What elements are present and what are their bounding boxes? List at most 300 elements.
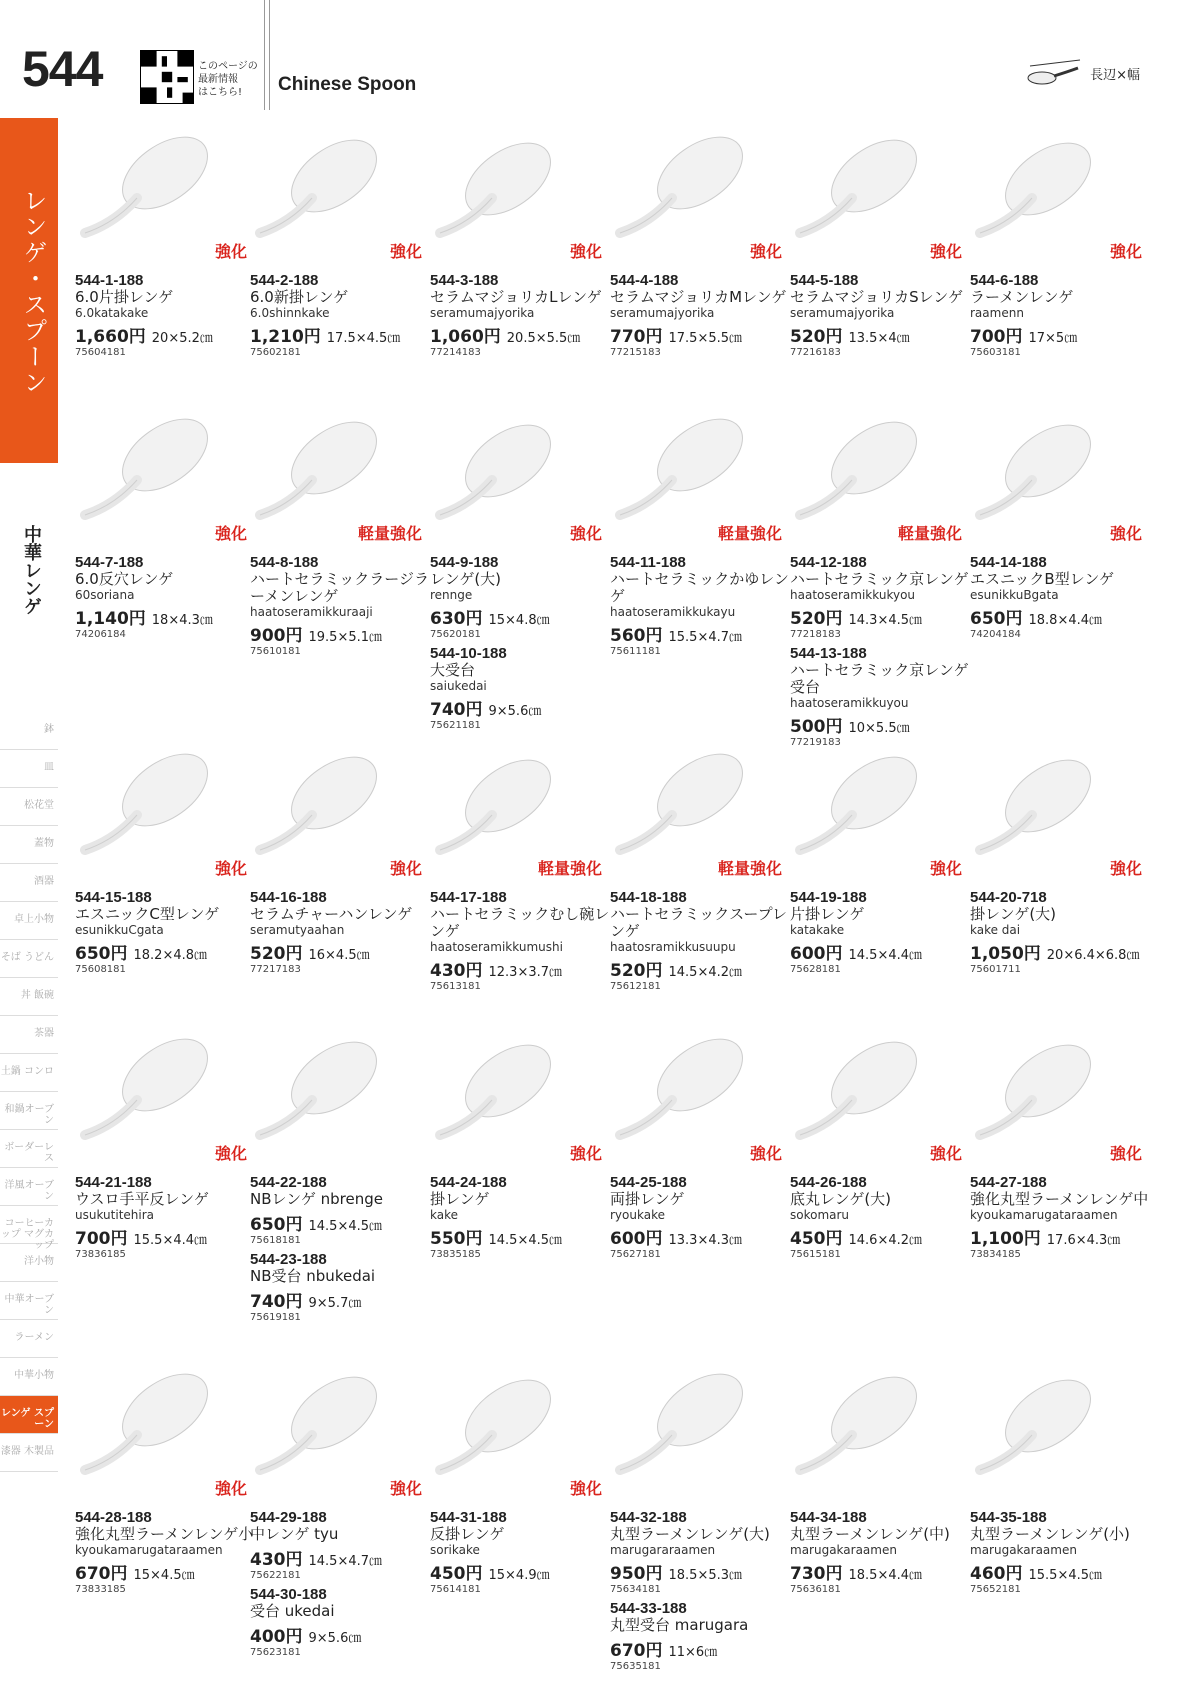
product-card[interactable]: [790, 1355, 970, 1596]
product-size: 9×5.6㎝: [488, 704, 542, 719]
product-card[interactable]: [250, 1355, 430, 1659]
side-nav-item[interactable]: そば うどん: [0, 940, 58, 978]
product-jan: 77215183: [610, 347, 661, 358]
product-jan: 75622181: [250, 1570, 301, 1581]
spoon-image: [250, 1020, 400, 1160]
side-nav-item[interactable]: 蓋物: [0, 826, 58, 864]
side-nav-item[interactable]: 和鍋オーブン: [0, 1092, 58, 1130]
spoon-image: [430, 735, 580, 875]
product-romaji: rennge: [430, 588, 473, 602]
product-romaji: haatoseramikkukyou: [790, 588, 916, 602]
product-price: 1,060円: [430, 327, 501, 347]
product-price: 600円: [790, 944, 843, 964]
product-price: 600円: [610, 1229, 663, 1249]
sub-product: [790, 645, 970, 749]
product-code: 544-18-188: [610, 889, 687, 906]
product-jan: 75613181: [430, 981, 481, 992]
product-name: ウスロ手平反レンゲ: [75, 1190, 209, 1208]
product-card[interactable]: [970, 1355, 1150, 1596]
product-size: 14.3×4.5㎝: [848, 613, 923, 628]
product-name: 丸型ラーメンレンゲ(小): [970, 1525, 1130, 1543]
price-line: [970, 322, 1150, 347]
product-card[interactable]: [250, 400, 430, 658]
badge: 強化: [1109, 859, 1142, 878]
price-line: [75, 604, 255, 629]
spoon-image: [250, 400, 400, 540]
product-romaji: haatosramikkusuupu: [610, 940, 736, 954]
product-photo: [970, 118, 1150, 268]
qr-code-icon[interactable]: [140, 50, 194, 104]
badge: 軽量強化: [717, 859, 782, 878]
price-line: [610, 1559, 790, 1584]
price-line: [250, 621, 430, 646]
product-price: 650円: [970, 609, 1023, 629]
product-jan: 75603181: [970, 347, 1021, 358]
product-jan: 75621181: [430, 720, 481, 731]
product-card[interactable]: [970, 118, 1150, 359]
product-romaji: haatoseramikkumushi: [430, 940, 563, 954]
product-size: 17×5㎝: [1028, 331, 1078, 346]
product-photo: [250, 118, 430, 268]
product-name: セラムチャーハンレンゲ: [250, 905, 413, 923]
product-price: 450円: [790, 1229, 843, 1249]
product-size: 18.5×5.3㎝: [668, 1568, 743, 1583]
price-line: [430, 1559, 610, 1584]
product-code: 544-33-188: [610, 1600, 687, 1617]
product-size: 14.5×4.5㎝: [308, 1219, 383, 1234]
product-photo: [970, 735, 1150, 885]
product-jan: 75610181: [250, 646, 301, 657]
product-name: 底丸レンゲ(大): [790, 1190, 892, 1208]
price-line: [75, 1559, 255, 1584]
price-line: [610, 621, 790, 646]
product-size: 14.5×4.2㎝: [668, 965, 743, 980]
price-line: [430, 322, 610, 347]
product-romaji: esunikkuCgata: [75, 923, 164, 937]
badge: 強化: [1109, 242, 1142, 261]
product-romaji: sokomaru: [790, 1208, 850, 1222]
product-photo: [75, 1020, 255, 1170]
product-jan: 75611181: [610, 646, 661, 657]
spoon-image: [970, 400, 1120, 540]
product-card[interactable]: [75, 735, 255, 976]
product-card[interactable]: [610, 118, 790, 359]
product-romaji: sorikake: [430, 1543, 480, 1557]
product-name: NBレンゲ nbrenge: [250, 1190, 383, 1208]
price-line: [790, 712, 970, 737]
spoon-image: [610, 735, 760, 875]
product-price: 670円: [75, 1564, 128, 1584]
price-line: [250, 322, 430, 347]
product-size: 13.5×4㎝: [848, 331, 910, 346]
product-romaji: 6.0katakake: [75, 306, 149, 320]
product-photo: [250, 735, 430, 885]
product-jan: 73834185: [970, 1249, 1021, 1260]
product-name: 強化丸型ラーメンレンゲ小: [75, 1525, 254, 1543]
sub-product: [250, 1586, 430, 1659]
product-jan: 77217183: [250, 964, 301, 975]
price-line: [75, 322, 255, 347]
product-romaji: kake dai: [970, 923, 1021, 937]
category-label: レンゲ・スプーン: [19, 188, 47, 396]
product-price: 900円: [250, 626, 303, 646]
side-nav-item[interactable]: 松花堂: [0, 788, 58, 826]
spoon-image: [430, 1355, 580, 1495]
product-jan: 75604181: [75, 347, 126, 358]
price-line: [610, 956, 790, 981]
product-photo: [430, 400, 610, 550]
product-size: 19.5×5.1㎝: [308, 630, 383, 645]
product-price: 700円: [970, 327, 1023, 347]
product-photo: [250, 400, 430, 550]
product-code: 544-27-188: [970, 1174, 1047, 1191]
sub-product: [430, 645, 610, 732]
spoon-image: [75, 1020, 225, 1160]
dimension-legend-label: 長辺×幅: [1090, 67, 1140, 83]
product-price: 1,660円: [75, 327, 146, 347]
price-line: [430, 695, 610, 720]
side-nav-item[interactable]: 卓上小物: [0, 902, 58, 940]
badge: 強化: [214, 524, 247, 543]
spoon-diagram-icon: [1022, 58, 1082, 88]
product-jan: 75636181: [790, 1584, 841, 1595]
product-name: ハートセラミック京レンゲ受台: [790, 661, 969, 696]
product-price: 630円: [430, 609, 483, 629]
side-nav-item[interactable]: 洋小物: [0, 1244, 58, 1282]
product-card[interactable]: [75, 1355, 255, 1596]
spoon-image: [430, 1020, 580, 1160]
product-price: 430円: [430, 961, 483, 981]
product-code: 544-12-188: [790, 554, 867, 571]
product-card[interactable]: [430, 735, 610, 993]
product-photo: [75, 1355, 255, 1505]
product-price: 450円: [430, 1564, 483, 1584]
price-line: [790, 604, 970, 629]
badge: 強化: [749, 1144, 782, 1163]
price-line: [75, 939, 255, 964]
product-romaji: saiukedai: [430, 679, 487, 693]
product-code: 544-8-188: [250, 554, 319, 571]
spoon-image: [970, 735, 1120, 875]
product-code: 544-13-188: [790, 645, 867, 662]
side-nav-item[interactable]: 酒器: [0, 864, 58, 902]
product-romaji: 60soriana: [75, 588, 135, 602]
product-photo: [430, 735, 610, 885]
product-size: 12.3×3.7㎝: [488, 965, 563, 980]
page-title: Chinese Spoon: [278, 74, 417, 95]
price-line: [430, 604, 610, 629]
product-photo: [75, 400, 255, 550]
product-card[interactable]: [610, 735, 790, 993]
spoon-image: [610, 118, 760, 258]
product-name: エスニックC型レンゲ: [75, 905, 220, 923]
product-price: 670円: [610, 1641, 663, 1661]
product-jan: 77219183: [790, 737, 841, 748]
product-photo: [75, 118, 255, 268]
product-jan: 75627181: [610, 1249, 661, 1260]
product-card[interactable]: [790, 735, 970, 976]
product-price: 770円: [610, 327, 663, 347]
product-photo: [790, 735, 970, 885]
product-card[interactable]: [430, 1355, 610, 1596]
product-card[interactable]: [250, 735, 430, 976]
badge: 強化: [569, 1144, 602, 1163]
side-nav-item[interactable]: ラーメン: [0, 1320, 58, 1358]
price-line: [790, 322, 970, 347]
badge: 強化: [929, 1144, 962, 1163]
sub-product: [610, 1600, 790, 1673]
spoon-image: [75, 400, 225, 540]
product-code: 544-31-188: [430, 1509, 507, 1526]
product-card[interactable]: [75, 400, 255, 641]
product-size: 17.5×5.5㎝: [668, 331, 743, 346]
product-card[interactable]: [610, 1355, 790, 1673]
spoon-image: [790, 118, 940, 258]
product-romaji: seramumajyorika: [610, 306, 715, 320]
product-romaji: marugakaraamen: [790, 1543, 897, 1557]
side-nav-item[interactable]: 土鍋 コンロ: [0, 1054, 58, 1092]
product-photo: [430, 118, 610, 268]
product-size: 9×5.7㎝: [308, 1296, 362, 1311]
side-nav: [0, 712, 58, 1472]
product-card[interactable]: [250, 118, 430, 359]
product-price: 1,050円: [970, 944, 1041, 964]
product-jan: 75618181: [250, 1235, 301, 1246]
product-name: 6.0新掛レンゲ: [250, 288, 349, 306]
product-size: 18.8×4.4㎝: [1028, 613, 1103, 628]
product-name: 強化丸型ラーメンレンゲ中: [970, 1190, 1149, 1208]
product-price: 730円: [790, 1564, 843, 1584]
product-code: 544-20-718: [970, 889, 1047, 906]
product-code: 544-30-188: [250, 1586, 327, 1603]
product-code: 544-19-188: [790, 889, 867, 906]
product-jan: 75652181: [970, 1584, 1021, 1595]
product-romaji: kyoukamarugataraamen: [75, 1543, 223, 1557]
product-card[interactable]: [250, 1020, 430, 1324]
product-photo: [790, 400, 970, 550]
product-code: 544-11-188: [610, 554, 686, 571]
product-photo: [610, 118, 790, 268]
price-line: [250, 1622, 430, 1647]
product-size: 14.5×4.4㎝: [848, 948, 923, 963]
product-name: ハートセラミック京レンゲ: [790, 570, 969, 588]
spoon-image: [790, 735, 940, 875]
product-card[interactable]: [790, 400, 970, 749]
category-tab: [0, 118, 58, 463]
product-photo: [610, 735, 790, 885]
badge: 軽量強化: [897, 524, 962, 543]
spoon-image: [250, 118, 400, 258]
spoon-image: [75, 1355, 225, 1495]
product-name: ハートセラミックかゆレンゲ: [610, 570, 789, 605]
product-name: レンゲ(大): [430, 570, 502, 588]
product-size: 18.2×4.8㎝: [133, 948, 208, 963]
badge: 強化: [389, 1479, 422, 1498]
product-name: セラムマジョリカMレンゲ: [610, 288, 787, 306]
product-card[interactable]: [610, 1020, 790, 1261]
product-romaji: haatoseramikkuraaji: [250, 605, 373, 619]
product-romaji: ryoukake: [610, 1208, 665, 1222]
product-code: 544-21-188: [75, 1174, 152, 1191]
side-nav-item[interactable]: 鉢: [0, 712, 58, 750]
product-code: 544-29-188: [250, 1509, 327, 1526]
price-line: [610, 1636, 790, 1661]
qr-note: このページの 最新情報 はこちら!: [198, 61, 258, 98]
product-size: 15.5×4.7㎝: [668, 630, 743, 645]
product-jan: 75619181: [250, 1312, 301, 1323]
product-size: 15×4.9㎝: [488, 1568, 550, 1583]
product-size: 15×4.5㎝: [133, 1568, 195, 1583]
badge: 強化: [569, 1479, 602, 1498]
price-line: [250, 1287, 430, 1312]
product-card[interactable]: [430, 400, 610, 732]
product-size: 14.6×4.2㎝: [848, 1233, 923, 1248]
badge: 強化: [214, 859, 247, 878]
product-price: 430円: [250, 1550, 303, 1570]
product-price: 550円: [430, 1229, 483, 1249]
spoon-image: [430, 118, 580, 258]
product-code: 544-7-188: [75, 554, 144, 571]
product-photo: [430, 1020, 610, 1170]
side-nav-item[interactable]: レンゲ スプーン: [0, 1396, 58, 1434]
product-code: 544-3-188: [430, 272, 499, 289]
product-code: 544-17-188: [430, 889, 507, 906]
product-name: 両掛レンゲ: [610, 1190, 685, 1208]
badge: 軽量強化: [537, 859, 602, 878]
side-nav-item[interactable]: 中華オーブン: [0, 1282, 58, 1320]
product-size: 16×4.5㎝: [308, 948, 370, 963]
product-card[interactable]: [75, 118, 255, 359]
product-jan: 77214183: [430, 347, 481, 358]
product-card[interactable]: [430, 1020, 610, 1261]
product-photo: [970, 400, 1150, 550]
price-line: [970, 1559, 1150, 1584]
product-name: セラムマジョリカLレンゲ: [430, 288, 602, 306]
side-nav-item[interactable]: 丼 飯碗: [0, 978, 58, 1016]
product-photo: [610, 1020, 790, 1170]
spoon-image: [250, 735, 400, 875]
product-jan: 75614181: [430, 1584, 481, 1595]
side-nav-item[interactable]: 皿: [0, 750, 58, 788]
product-code: 544-24-188: [430, 1174, 507, 1191]
side-nav-item[interactable]: ボーダーレス: [0, 1130, 58, 1168]
price-line: [250, 939, 430, 964]
product-photo: [75, 735, 255, 885]
spoon-image: [430, 400, 580, 540]
product-card[interactable]: [430, 118, 610, 359]
product-code: 544-26-188: [790, 1174, 867, 1191]
product-name: NB受台 nbukedai: [250, 1267, 376, 1285]
product-card[interactable]: [75, 1020, 255, 1261]
spoon-image: [75, 118, 225, 258]
product-card[interactable]: [970, 1020, 1150, 1261]
product-size: 14.5×4.5㎝: [488, 1233, 563, 1248]
product-size: 15.5×4.5㎝: [1028, 1568, 1103, 1583]
product-card[interactable]: [610, 400, 790, 658]
product-name: 掛レンゲ(大): [970, 905, 1057, 923]
product-photo: [790, 1020, 970, 1170]
product-romaji: 6.0shinnkake: [250, 306, 330, 320]
product-code: 544-34-188: [790, 1509, 867, 1526]
side-nav-item[interactable]: 茶器: [0, 1016, 58, 1054]
product-romaji: haatoseramikkuyou: [790, 696, 909, 710]
product-code: 544-25-188: [610, 1174, 687, 1191]
product-romaji: esunikkuBgata: [970, 588, 1059, 602]
badge: 強化: [569, 242, 602, 261]
product-jan: 75612181: [610, 981, 661, 992]
badge: 強化: [569, 524, 602, 543]
product-photo: [610, 400, 790, 550]
product-code: 544-1-188: [75, 272, 144, 289]
badge: 軽量強化: [717, 524, 782, 543]
spoon-image: [790, 1020, 940, 1160]
price-line: [970, 1224, 1150, 1249]
product-jan: 75620181: [430, 629, 481, 640]
price-line: [430, 956, 610, 981]
product-code: 544-14-188: [970, 554, 1047, 571]
side-nav-item[interactable]: コーヒーカップ マグカップ: [0, 1206, 58, 1244]
spoon-image: [250, 1355, 400, 1495]
product-card[interactable]: [790, 118, 970, 359]
product-code: 544-5-188: [790, 272, 859, 289]
product-card[interactable]: [970, 400, 1150, 641]
product-card[interactable]: [790, 1020, 970, 1261]
product-jan: 75602181: [250, 347, 301, 358]
badge: 強化: [1109, 1144, 1142, 1163]
product-price: 650円: [75, 944, 128, 964]
price-line: [250, 1545, 430, 1570]
price-line: [790, 1224, 970, 1249]
product-name: ハートセラミックラージラーメンレンゲ: [250, 570, 429, 605]
product-name: 受台 ukedai: [250, 1602, 335, 1620]
product-romaji: kake: [430, 1208, 458, 1222]
product-price: 740円: [430, 700, 483, 720]
badge: 強化: [749, 242, 782, 261]
product-jan: 75628181: [790, 964, 841, 975]
price-line: [75, 1224, 255, 1249]
product-size: 18.5×4.4㎝: [848, 1568, 923, 1583]
subcategory-label: 中華レンゲ: [21, 525, 42, 615]
product-romaji: seramutyaahan: [250, 923, 345, 937]
product-jan: 73833185: [75, 1584, 126, 1595]
product-price: 1,140円: [75, 609, 146, 629]
product-photo: [970, 1355, 1150, 1505]
product-code: 544-15-188: [75, 889, 152, 906]
product-photo: [610, 1355, 790, 1505]
product-photo: [430, 1355, 610, 1505]
product-romaji: raamenn: [970, 306, 1024, 320]
product-code: 544-16-188: [250, 889, 327, 906]
product-name: 丸型ラーメンレンゲ(中): [790, 1525, 950, 1543]
product-price: 1,100円: [970, 1229, 1041, 1249]
product-jan: 73836185: [75, 1249, 126, 1260]
product-romaji: marugakaraamen: [970, 1543, 1077, 1557]
product-size: 11×6㎝: [668, 1645, 718, 1660]
product-name: 中レンゲ tyu: [250, 1525, 339, 1543]
side-nav-item[interactable]: 洋風オーブン: [0, 1168, 58, 1206]
side-nav-item[interactable]: 中華小物: [0, 1358, 58, 1396]
side-nav-item[interactable]: 漆器 木製品: [0, 1434, 58, 1472]
spoon-image: [790, 400, 940, 540]
product-code: 544-9-188: [430, 554, 499, 571]
product-card[interactable]: [970, 735, 1150, 976]
product-jan: 75634181: [610, 1584, 661, 1595]
price-line: [430, 1224, 610, 1249]
product-romaji: katakake: [790, 923, 845, 937]
product-size: 13.3×4.3㎝: [668, 1233, 743, 1248]
product-name: ハートセラミックむし碗レンゲ: [430, 905, 610, 940]
product-price: 700円: [75, 1229, 128, 1249]
